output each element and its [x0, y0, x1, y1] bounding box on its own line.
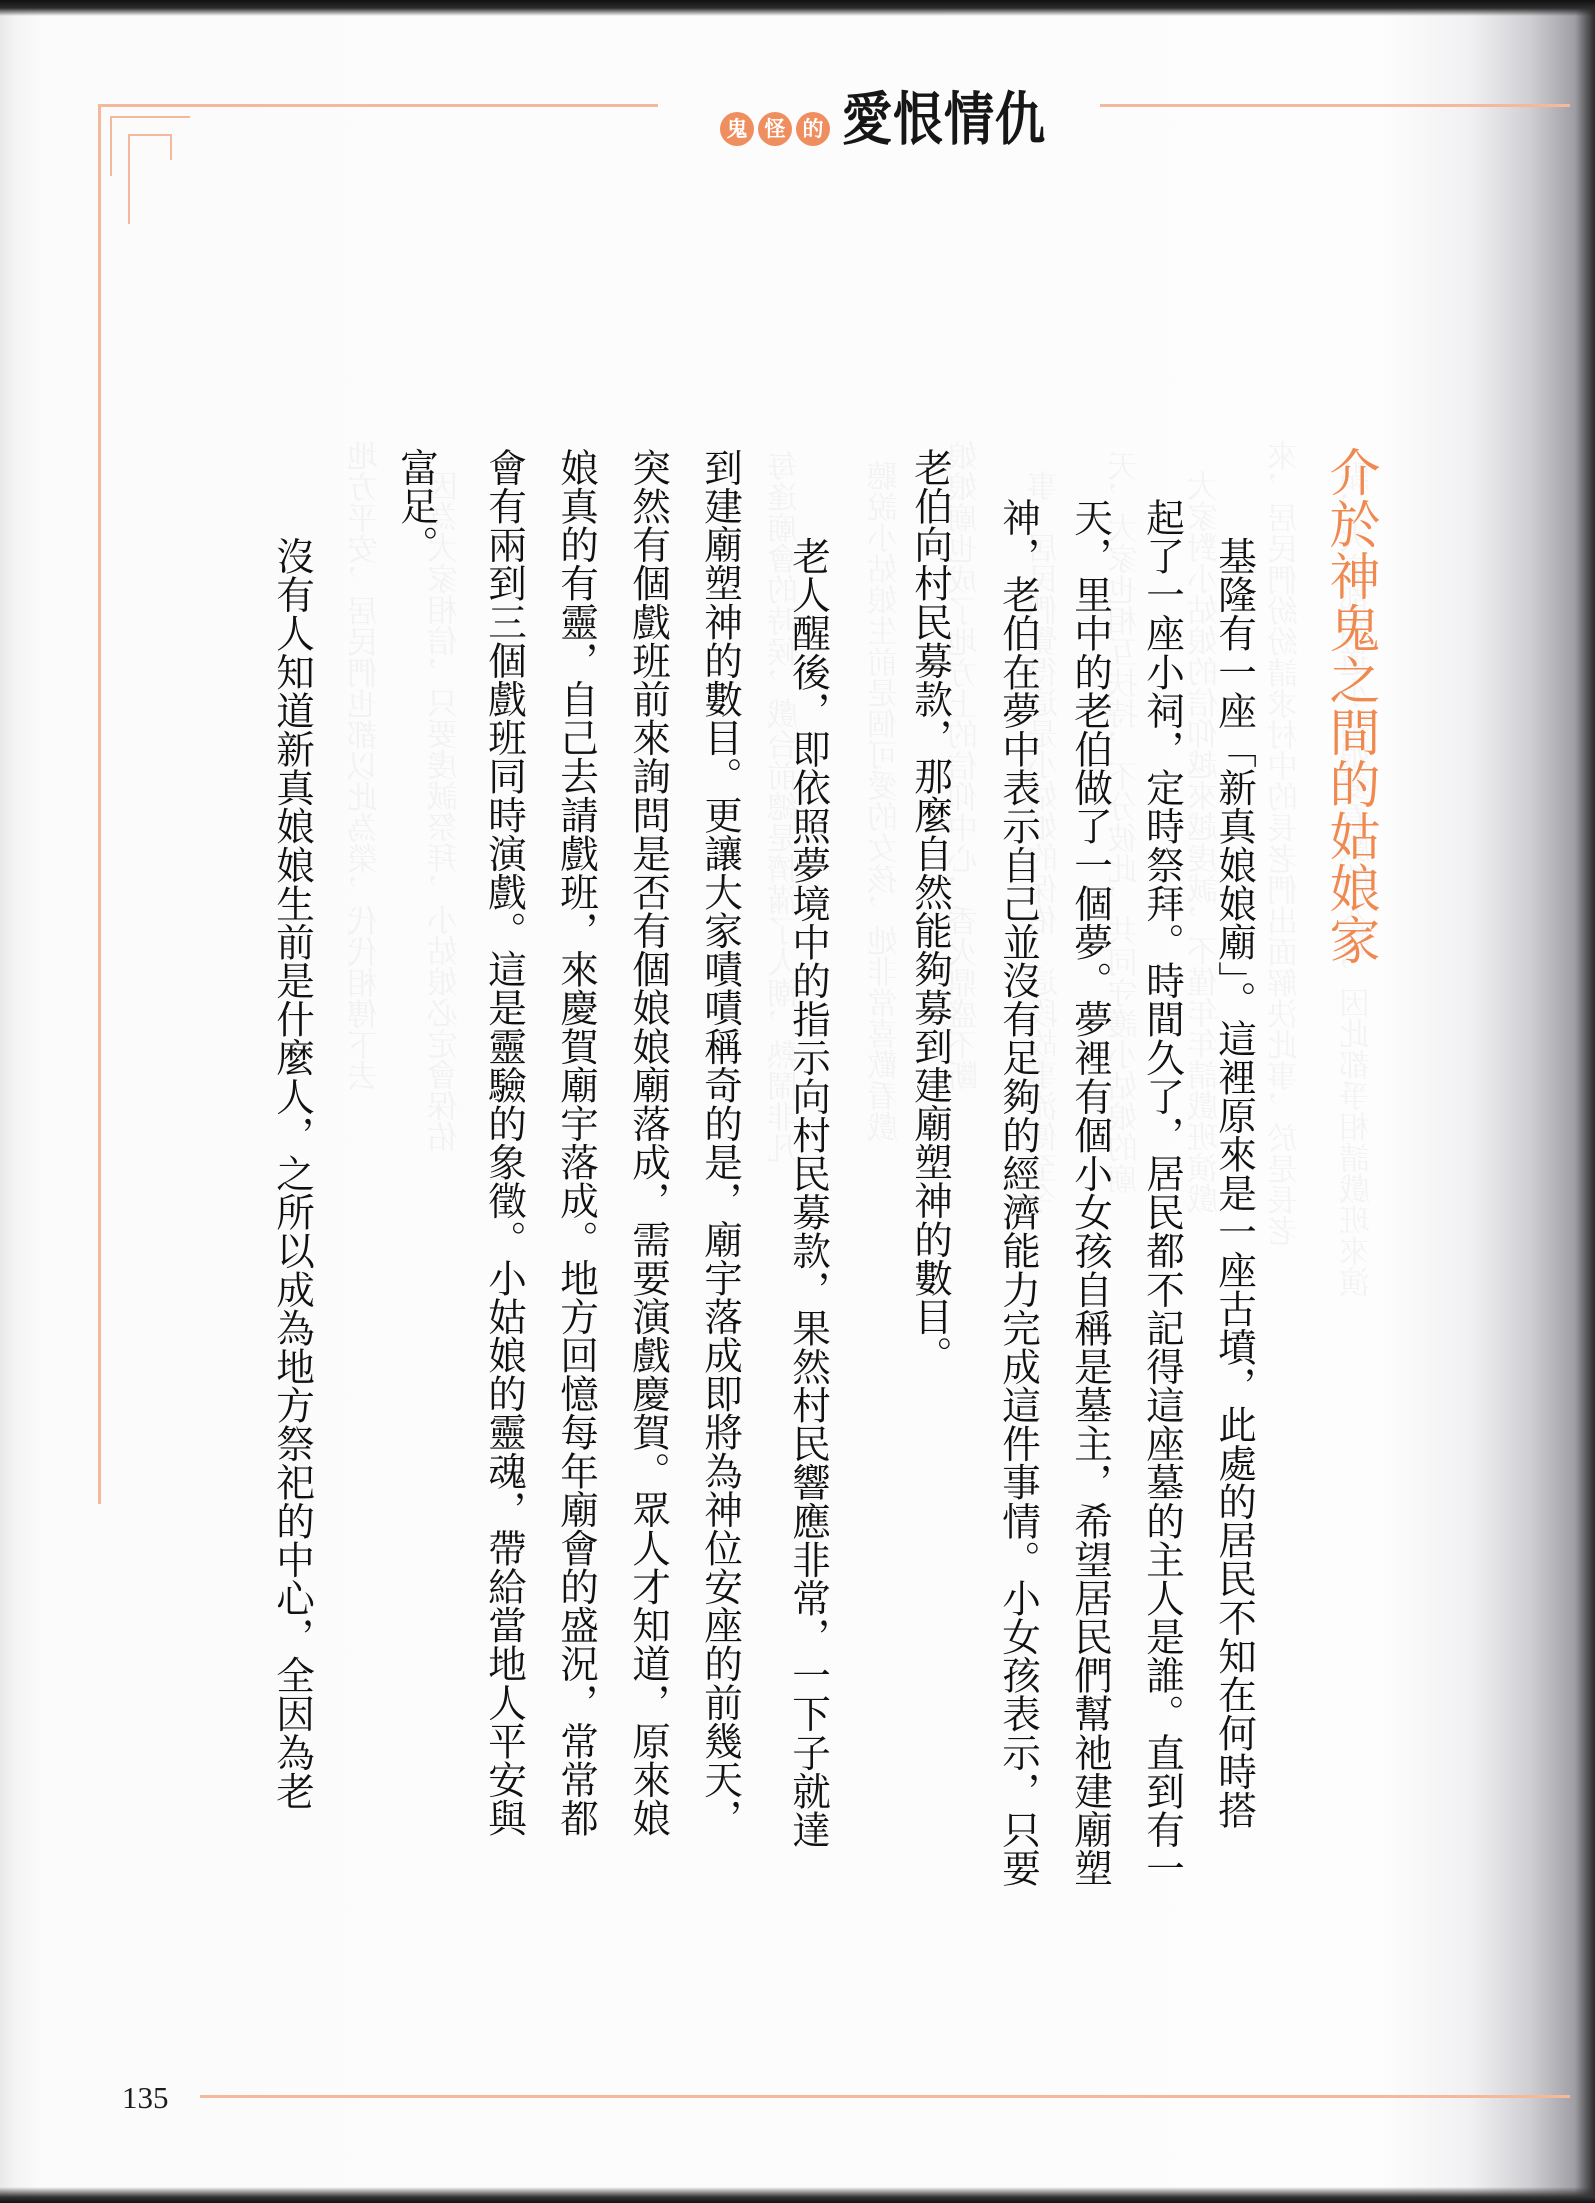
body-column: 沒有人知道新真娘娘生前是什麼人，之所以成為地方祭祀的中心，全因為老	[270, 498, 315, 1811]
footer-rule	[200, 2095, 1570, 2098]
body-column: 起了一座小祠，定時祭拜。時間久了，居民都不記得這座墓的主人是誰。直到有一	[1140, 498, 1185, 1888]
scan-top-edge	[0, 0, 1595, 16]
body-column: 天，里中的老伯做了一個夢。夢裡有個小女孩自稱是墓主，希望居民們幫祂建廟塑	[1068, 498, 1113, 1888]
bleed-column	[1108, 450, 1144, 1194]
scan-bottom-edge	[0, 2187, 1595, 2203]
bleed-column	[948, 440, 984, 1091]
body-column: 到建廟塑神的數目。更讓大家嘖嘖稱奇的是，廟宇落成即將為神位安座的前幾天，	[698, 448, 743, 1838]
page-number: 135	[122, 2080, 169, 2115]
body-column: 神，老伯在夢中表示自己並沒有足夠的經濟能力完成這件事情。小女孩表示，只要	[996, 498, 1041, 1888]
bleed-column	[868, 460, 904, 1142]
body-column: 基隆有一座「新真娘娘廟」。這裡原來是一座古墳，此處的居民不知在何時搭	[1212, 498, 1257, 1830]
body-column: 老伯向村民募款，那麼自然能夠募到建廟塑神的數目。	[908, 448, 953, 1375]
body-column: 老人醒後，即依照夢境中的指示向村民募款，果然村民響應非常，一下子就達	[786, 498, 831, 1849]
logo-badge: 的	[796, 112, 830, 146]
body-column: 富足。	[394, 448, 439, 564]
book-series-logo	[720, 84, 1046, 156]
body-column: 突然有個戲班前來詢問是否有個娘娘廟落成，需要演戲慶賀。眾人才知道，原來娘	[626, 448, 671, 1838]
logo-badge: 怪	[758, 112, 792, 146]
body-column: 會有兩到三個戲班同時演戲。這是靈驗的象徵。小姑娘的靈魂，帶給當地人平安與	[482, 448, 527, 1838]
bleed-column	[348, 440, 384, 1091]
logo-badge: 鬼	[720, 112, 754, 146]
logo-title: 愛恨情仇	[842, 85, 1046, 153]
bleed-column	[428, 470, 464, 1152]
body-column: 娘真的有靈，自己去請戲班，來慶賀廟宇落成。地方回憶每年廟會的盛況，常常都	[554, 448, 599, 1838]
chapter-title: 介於神鬼之間的姑娘家	[1320, 446, 1379, 966]
bleed-column	[1268, 440, 1304, 1246]
